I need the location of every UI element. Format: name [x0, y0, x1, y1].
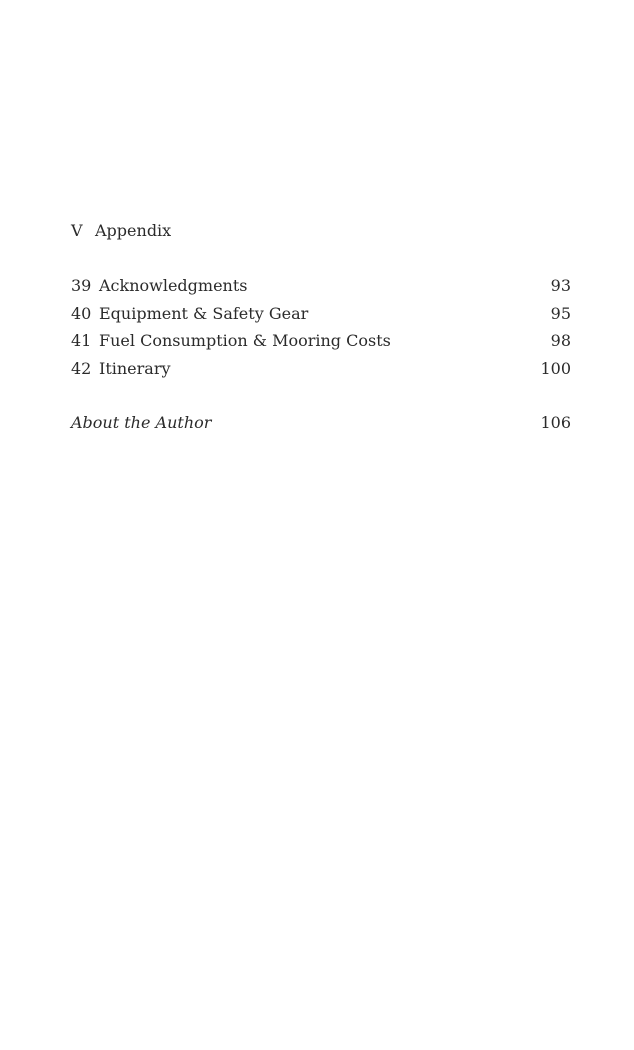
chapter-title: Equipment & Safety Gear: [99, 303, 309, 323]
toc-entry[interactable]: [71, 303, 571, 331]
toc-entry[interactable]: [71, 330, 571, 358]
toc-list: [71, 275, 571, 385]
part-title: Appendix: [95, 221, 172, 240]
chapter-number: 42: [71, 358, 92, 378]
page-number: 93: [550, 276, 571, 295]
part-heading: [71, 220, 171, 242]
about-author-entry[interactable]: [71, 412, 571, 434]
part-number: V: [71, 221, 83, 240]
chapter-title: Itinerary: [99, 358, 171, 378]
toc-entry[interactable]: [71, 358, 571, 386]
page-number: 98: [550, 331, 571, 350]
chapter-number: 39: [71, 276, 92, 295]
chapter-number: 40: [71, 303, 92, 323]
about-author-title: About the Author: [71, 413, 212, 432]
chapter-title: Fuel Consumption & Mooring Costs: [99, 331, 391, 350]
toc-entry[interactable]: [71, 275, 571, 303]
chapter-title: Acknowledgments: [99, 276, 248, 295]
chapter-number: 41: [71, 331, 92, 350]
page-number: 100: [540, 358, 571, 378]
page-number: 95: [550, 303, 571, 323]
about-author-page: 106: [540, 413, 571, 432]
